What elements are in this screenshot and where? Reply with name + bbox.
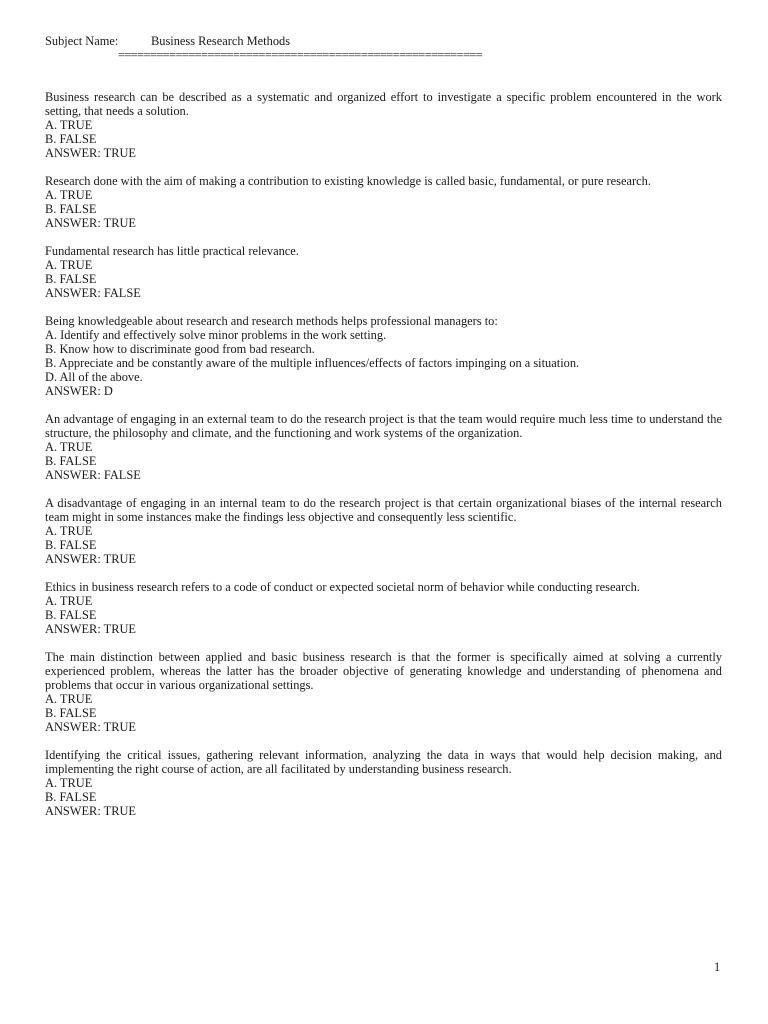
correct-answer: ANSWER: D	[45, 384, 113, 398]
question-stem: Research done with the aim of making a contribution to existing knowledge is called basic, fundamental, or pure research.	[45, 174, 651, 188]
question-block	[45, 650, 722, 734]
answer-option: A. TRUE	[45, 440, 93, 454]
question-block	[45, 90, 722, 160]
subject-header	[45, 34, 722, 48]
question-stem: Fundamental research has little practical relevance.	[45, 244, 299, 258]
question-block	[45, 174, 722, 230]
question-stem: A disadvantage of engaging in an internal team to do the research project is that certain organizational biases of the internal research team might in some instances make the findings less objective and consequently less scientific.	[45, 496, 722, 524]
correct-answer: ANSWER: FALSE	[45, 468, 141, 482]
question-block	[45, 314, 722, 398]
correct-answer: ANSWER: TRUE	[45, 804, 136, 818]
answer-option: A. TRUE	[45, 692, 93, 706]
question-stem: An advantage of engaging in an external team to do the research project is that the team would require much less time to understand the structure, the philosophy and climate, and the functioning and work systems of the organization.	[45, 412, 722, 440]
question-stem: Business research can be described as a systematic and organized effort to investigate a specific problem encountered in the work setting, that needs a solution.	[45, 90, 722, 118]
question-stem: Ethics in business research refers to a code of conduct or expected societal norm of behavior while conducting research.	[45, 580, 640, 594]
answer-option: A. Identify and effectively solve minor problems in the work setting.	[45, 328, 387, 342]
answer-option: A. TRUE	[45, 776, 93, 790]
question-block	[45, 244, 722, 300]
correct-answer: ANSWER: TRUE	[45, 720, 136, 734]
answer-option: B. FALSE	[45, 454, 97, 468]
question-block	[45, 580, 722, 636]
answer-option: B. Appreciate and be constantly aware of the multiple influences/effects of factors impinging on a situation.	[45, 356, 580, 370]
question-block	[45, 496, 722, 566]
answer-option: B. FALSE	[45, 790, 97, 804]
correct-answer: ANSWER: TRUE	[45, 146, 136, 160]
question-stem: Being knowledgeable about research and research methods helps professional managers to:	[45, 314, 498, 328]
answer-option: A. TRUE	[45, 524, 93, 538]
answer-option: A. TRUE	[45, 258, 93, 272]
correct-answer: ANSWER: FALSE	[45, 286, 141, 300]
page-number: 1	[714, 960, 721, 974]
header-rule: =========================================================	[118, 48, 483, 62]
answer-option: A. TRUE	[45, 118, 93, 132]
question-list	[45, 90, 722, 818]
question-stem: The main distinction between applied and basic business research is that the former is specifically aimed at solving a currently experienced problem, whereas the latter has the broader objective of generating knowledge and understanding of phenomena and problems that occur in various organizational settings.	[45, 650, 722, 692]
answer-option: B. FALSE	[45, 538, 97, 552]
answer-option: D. All of the above.	[45, 370, 143, 384]
answer-option: B. FALSE	[45, 608, 97, 622]
answer-option: A. TRUE	[45, 594, 93, 608]
subject-label: Subject Name:	[45, 34, 119, 48]
subject-value: Business Research Methods	[151, 34, 291, 48]
answer-option: B. Know how to discriminate good from bad research.	[45, 342, 315, 356]
correct-answer: ANSWER: TRUE	[45, 622, 136, 636]
answer-option: B. FALSE	[45, 272, 97, 286]
correct-answer: ANSWER: TRUE	[45, 216, 136, 230]
document-page	[45, 34, 722, 832]
answer-option: B. FALSE	[45, 706, 97, 720]
answer-option: B. FALSE	[45, 132, 97, 146]
question-block	[45, 748, 722, 818]
question-stem: Identifying the critical issues, gathering relevant information, analyzing the data in ways that would help decision making, and implementing the right course of action, are all facilitated by understanding business research.	[45, 748, 722, 776]
answer-option: A. TRUE	[45, 188, 93, 202]
correct-answer: ANSWER: TRUE	[45, 552, 136, 566]
question-block	[45, 412, 722, 482]
answer-option: B. FALSE	[45, 202, 97, 216]
